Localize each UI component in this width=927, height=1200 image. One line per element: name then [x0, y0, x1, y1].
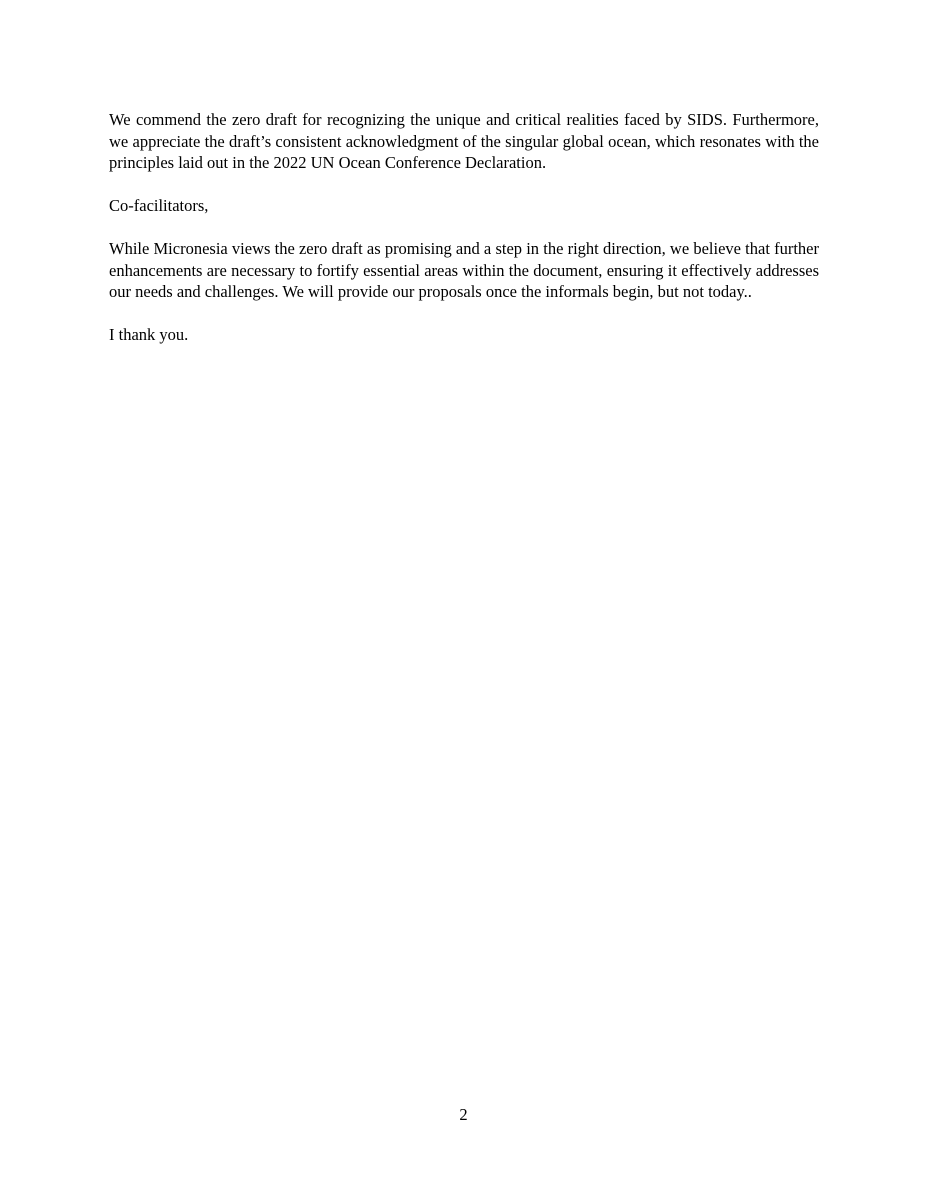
page-number: 2 [459, 1105, 468, 1124]
document-body [109, 109, 819, 367]
paragraph-commendation: We commend the zero draft for recognizing the unique and critical realities faced by SIDS. Furthermore, we appreciate the draft’s consistent acknowledgment of the singular global ocean, which resonates with the principles laid out in the 2022 UN Ocean Conference Declaration. [109, 110, 819, 172]
paragraph-salutation: Co-facilitators, [109, 196, 209, 215]
paragraph-enhancements: While Micronesia views the zero draft as promising and a step in the right direction, we believe that further enhancements are necessary to fortify essential areas within the document, ensuring it effectively addresses our needs and challenges. We will provide our proposals once the informals begin, but not today.. [109, 239, 819, 301]
paragraph-closing: I thank you. [109, 325, 189, 344]
